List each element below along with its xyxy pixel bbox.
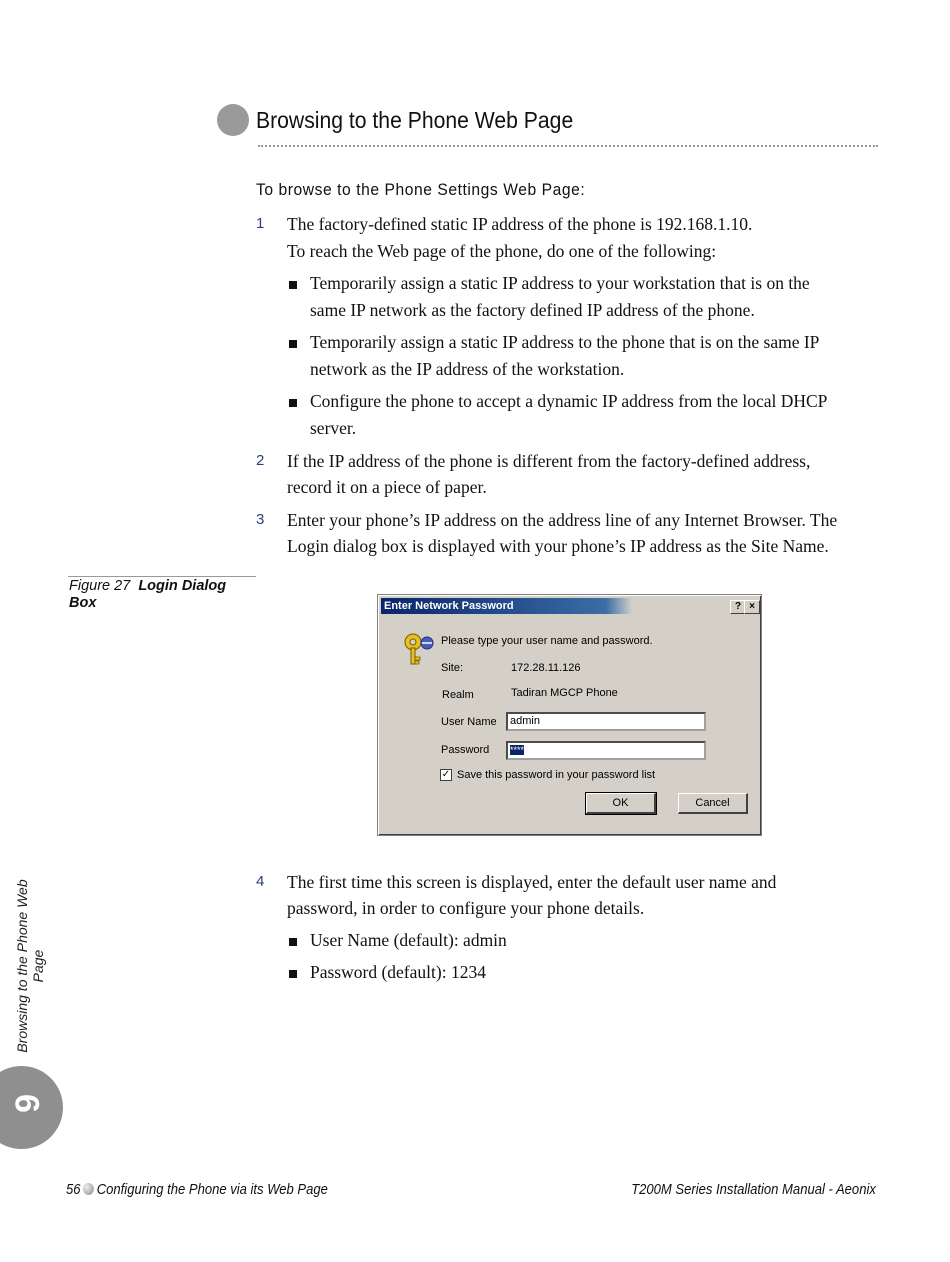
step-1-bullet-2-line-1: Temporarily assign a static IP address to the phone that is on the same IP (310, 332, 820, 352)
title-dotted-rule (258, 145, 878, 147)
step-1-bullet-1-line-2: same IP network as the factory defined IP address of the phone. (310, 300, 755, 320)
step-2-line-2: record it on a piece of paper. (287, 477, 487, 497)
site-label: Site: (441, 662, 464, 674)
side-section-label: Browsing to the Phone Web Page (14, 879, 46, 1053)
step-3-line-1: Enter your phone’s IP address on the address line of any Internet Browser. The (287, 510, 838, 530)
step-4-line-1: The first time this screen is displayed, enter the default user name and (287, 872, 777, 892)
page-number: 56 (66, 1182, 81, 1198)
procedure-heading: To browse to the Phone Settings Web Page: (256, 180, 586, 199)
step-3-line-2: Login dialog box is displayed with your phone’s IP address as the Site Name. (287, 536, 829, 556)
figure-number: Figure 27 (69, 578, 131, 594)
password-label: Password (441, 744, 490, 756)
footer-dot-icon (83, 1183, 94, 1195)
footer-manual-title: T200M Series Installation Manual - Aeonix (631, 1182, 876, 1198)
step-4-number: 4 (256, 873, 265, 890)
step-2-number: 2 (256, 452, 265, 469)
key-icon (402, 631, 436, 667)
dialog-title: Enter Network Password (384, 600, 514, 612)
ok-button[interactable]: OK (586, 793, 656, 814)
figure-caption-rule (68, 576, 256, 577)
footer-chapter-title: Configuring the Phone via its Web Page (96, 1182, 328, 1198)
site-value: 172.28.11.126 (511, 662, 581, 674)
figure-title-line-1: Login Dialog (138, 578, 227, 594)
step-1-line-1: The factory-defined static IP address of the phone is 192.168.1.10. (287, 214, 753, 234)
help-button[interactable]: ? (730, 600, 746, 614)
footer-left (66, 1182, 328, 1198)
bullet-square (289, 281, 297, 289)
login-dialog (377, 594, 762, 836)
step-1-bullet-1-line-1: Temporarily assign a static IP address to your workstation that is on the (310, 273, 810, 293)
username-label: User Name (441, 716, 497, 728)
dialog-prompt: Please type your user name and password. (441, 635, 653, 647)
section-title: Browsing to the Phone Web Page (256, 107, 574, 133)
section-bullet-circle (217, 104, 249, 136)
step-4-bullet-2: Password (default): 1234 (310, 962, 486, 982)
step-1-bullet-3-line-2: server. (310, 418, 357, 438)
username-input[interactable]: admin (506, 712, 706, 731)
figure-caption (69, 578, 259, 612)
realm-value: Tadiran MGCP Phone (511, 687, 618, 699)
close-button[interactable]: × (744, 600, 760, 614)
step-3-number: 3 (256, 511, 265, 528)
realm-label: Realm (442, 689, 474, 701)
save-password-label: Save this password in your password list (457, 769, 656, 781)
step-1-bullet-3-line-1: Configure the phone to accept a dynamic IP address from the local DHCP (310, 391, 828, 411)
step-1-line-2: To reach the Web page of the phone, do one of the following: (287, 241, 717, 261)
save-password-checkbox[interactable]: ✓ (441, 769, 451, 780)
bullet-square (289, 399, 297, 407)
step-4-line-2: password, in order to configure your phone details. (287, 898, 645, 918)
cancel-button[interactable]: Cancel (678, 793, 748, 814)
bullet-square (289, 340, 297, 348)
password-value: **** (510, 745, 525, 755)
password-input[interactable] (506, 741, 706, 760)
figure-title-line-2: Box (69, 595, 97, 611)
bullet-square (289, 938, 297, 946)
step-1-number: 1 (256, 215, 265, 232)
dialog-titlebar (381, 598, 756, 614)
step-4-bullet-1: User Name (default): admin (310, 930, 507, 950)
chapter-number: 6 (7, 1094, 46, 1113)
step-2-line-1: If the IP address of the phone is different from the factory-defined address, (287, 451, 811, 471)
step-1-bullet-2-line-2: network as the IP address of the workstation. (310, 359, 625, 379)
bullet-square (289, 970, 297, 978)
